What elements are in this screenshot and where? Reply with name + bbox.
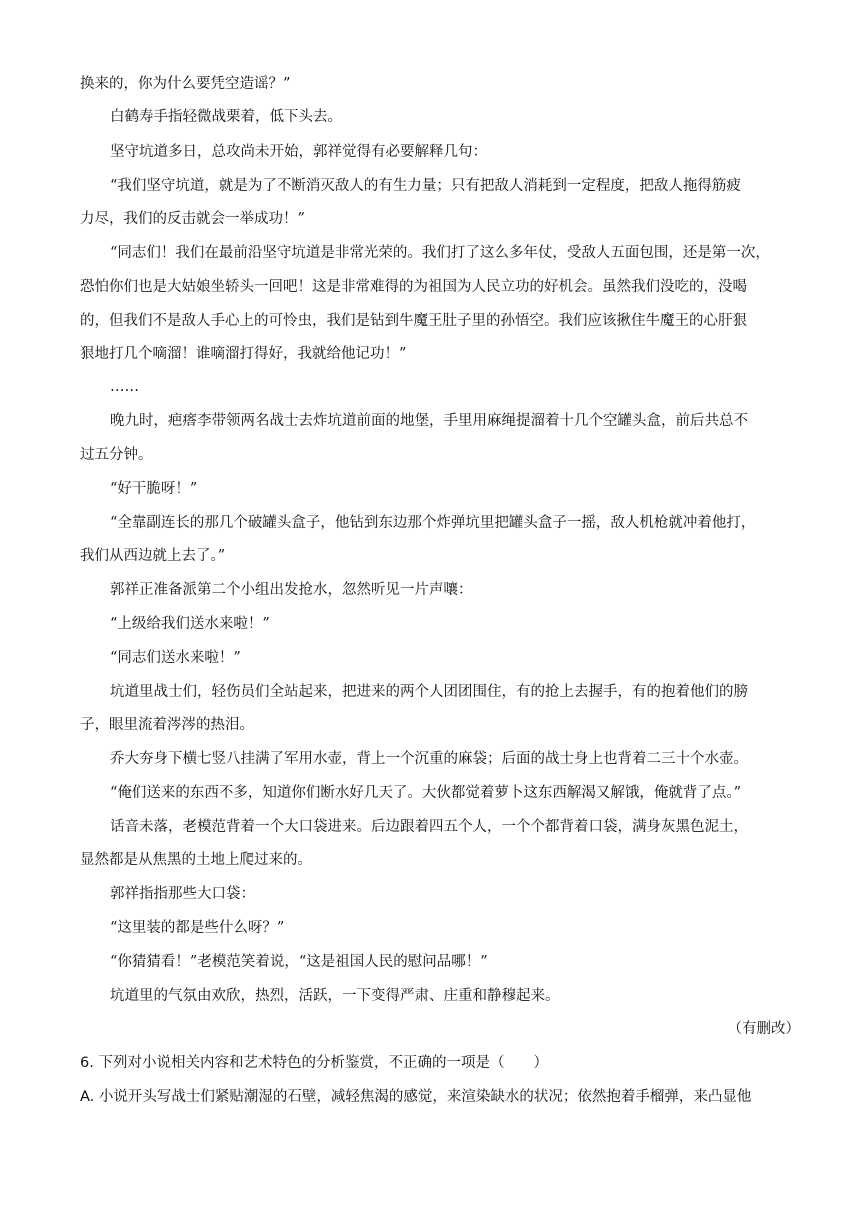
paragraph-line: 坑道里的气氛由欢欣，热烈，活跃，一下变得严肃、庄重和静穆起来。: [110, 988, 560, 1004]
question-stem: 6. 下列对小说相关内容和艺术特色的分析鉴赏，不正确的一项是（ ）: [80, 1055, 548, 1071]
paragraph-line: 白鹤寿手指轻微战栗着，低下头去。: [110, 109, 342, 125]
paragraph-line: “这里装的都是些什么呀？”: [110, 920, 285, 936]
paragraph-line: 力尽，我们的反击就会一举成功！”: [80, 211, 305, 227]
paragraph-line: “上级给我们送水来啦！”: [110, 616, 270, 632]
paragraph-line: “全靠副连长的那几个破罐头盒子，他钻到东边那个炸弹坑里把罐头盒子一摇，敌人机枪就冲着他打，: [110, 515, 756, 531]
edit-note: （有删改）: [727, 1021, 800, 1037]
paragraph-line: “我们坚守坑道，就是为了不断消灭敌人的有生力量；只有把敌人消耗到一定程度，把敌人拖得筋疲: [110, 178, 741, 194]
paragraph-line: 狠地打几个嘀溜！谁嘀溜打得好，我就给他记功！”: [80, 346, 407, 362]
paragraph-line: 的，但我们不是敌人手心上的可怜虫，我们是钻到牛魔王肚子里的孙悟空。我们应该揪住牛魔王的心肝狠: [80, 313, 747, 329]
paragraph-line: “同志们！我们在最前沿坚守坑道是非常光荣的。我们打了这么多年仗，受敌人五面包围，还是第一次，: [110, 245, 770, 261]
paragraph-line: 郭祥指指那些大口袋：: [110, 886, 255, 902]
paragraph-line: “同志们送水来啦！”: [110, 650, 241, 666]
paragraph-line: “好干脆呀！”: [110, 481, 198, 497]
paragraph-line: 话音未落，老模范背着一个大口袋进来。后边跟着四五个人，一个个都背着口袋，满身灰黑色泥土，: [110, 819, 748, 835]
paragraph-line: 显然都是从焦黑的土地上爬过来的。: [80, 852, 312, 868]
paragraph-line: 过五分钟。: [80, 447, 153, 463]
paragraph-line: “你猜猜看！”老模范笑着说，“这是祖国人民的慰问品哪！”: [110, 954, 488, 970]
paragraph-line: 换来的，你为什么要凭空造谣？”: [80, 76, 291, 92]
paragraph-line: “俺们送来的东西不多，知道你们断水好几天了。大伙都觉着萝卜这东西解渴又解饿，俺就背了点。”: [110, 785, 742, 801]
paragraph-line: 郭祥正准备派第二个小组出发抢水，忽然听见一片声嚷：: [110, 582, 473, 598]
paragraph-line: 坚守坑道多日，总攻尚未开始，郭祥觉得有必要解释几句：: [110, 144, 487, 160]
paragraph-line: 我们从西边就上去了。”: [80, 548, 226, 564]
paragraph-line: 恐怕你们也是大姑娘坐轿头一回吧！这是非常难得的为祖国为人民立功的好机会。虽然我们没吃的，没喝: [80, 279, 747, 295]
option-a: A. 小说开头写战士们紧贴潮湿的石壁，减轻焦渴的感觉，来渲染缺水的状况；依然抱着手榴弹，来凸显他: [80, 1089, 752, 1105]
paragraph-line: 乔大夯身下横七竖八挂满了军用水壶，背上一个沉重的麻袋；后面的战士身上也背着二三十个水壶。: [110, 751, 748, 767]
paragraph-line: 子，眼里流着涔涔的热泪。: [80, 717, 254, 733]
ellipsis-line: ……: [110, 379, 139, 395]
paragraph-line: 坑道里战士们，轻伤员们全站起来，把进来的两个人团团围住，有的抢上去握手，有的抱着他们的膀: [110, 684, 748, 700]
paragraph-line: 晚九时，疤瘩李带领两名战士去炸坑道前面的地堡，手里用麻绳提溜着十几个空罐头盒，前后共总不: [110, 413, 748, 429]
